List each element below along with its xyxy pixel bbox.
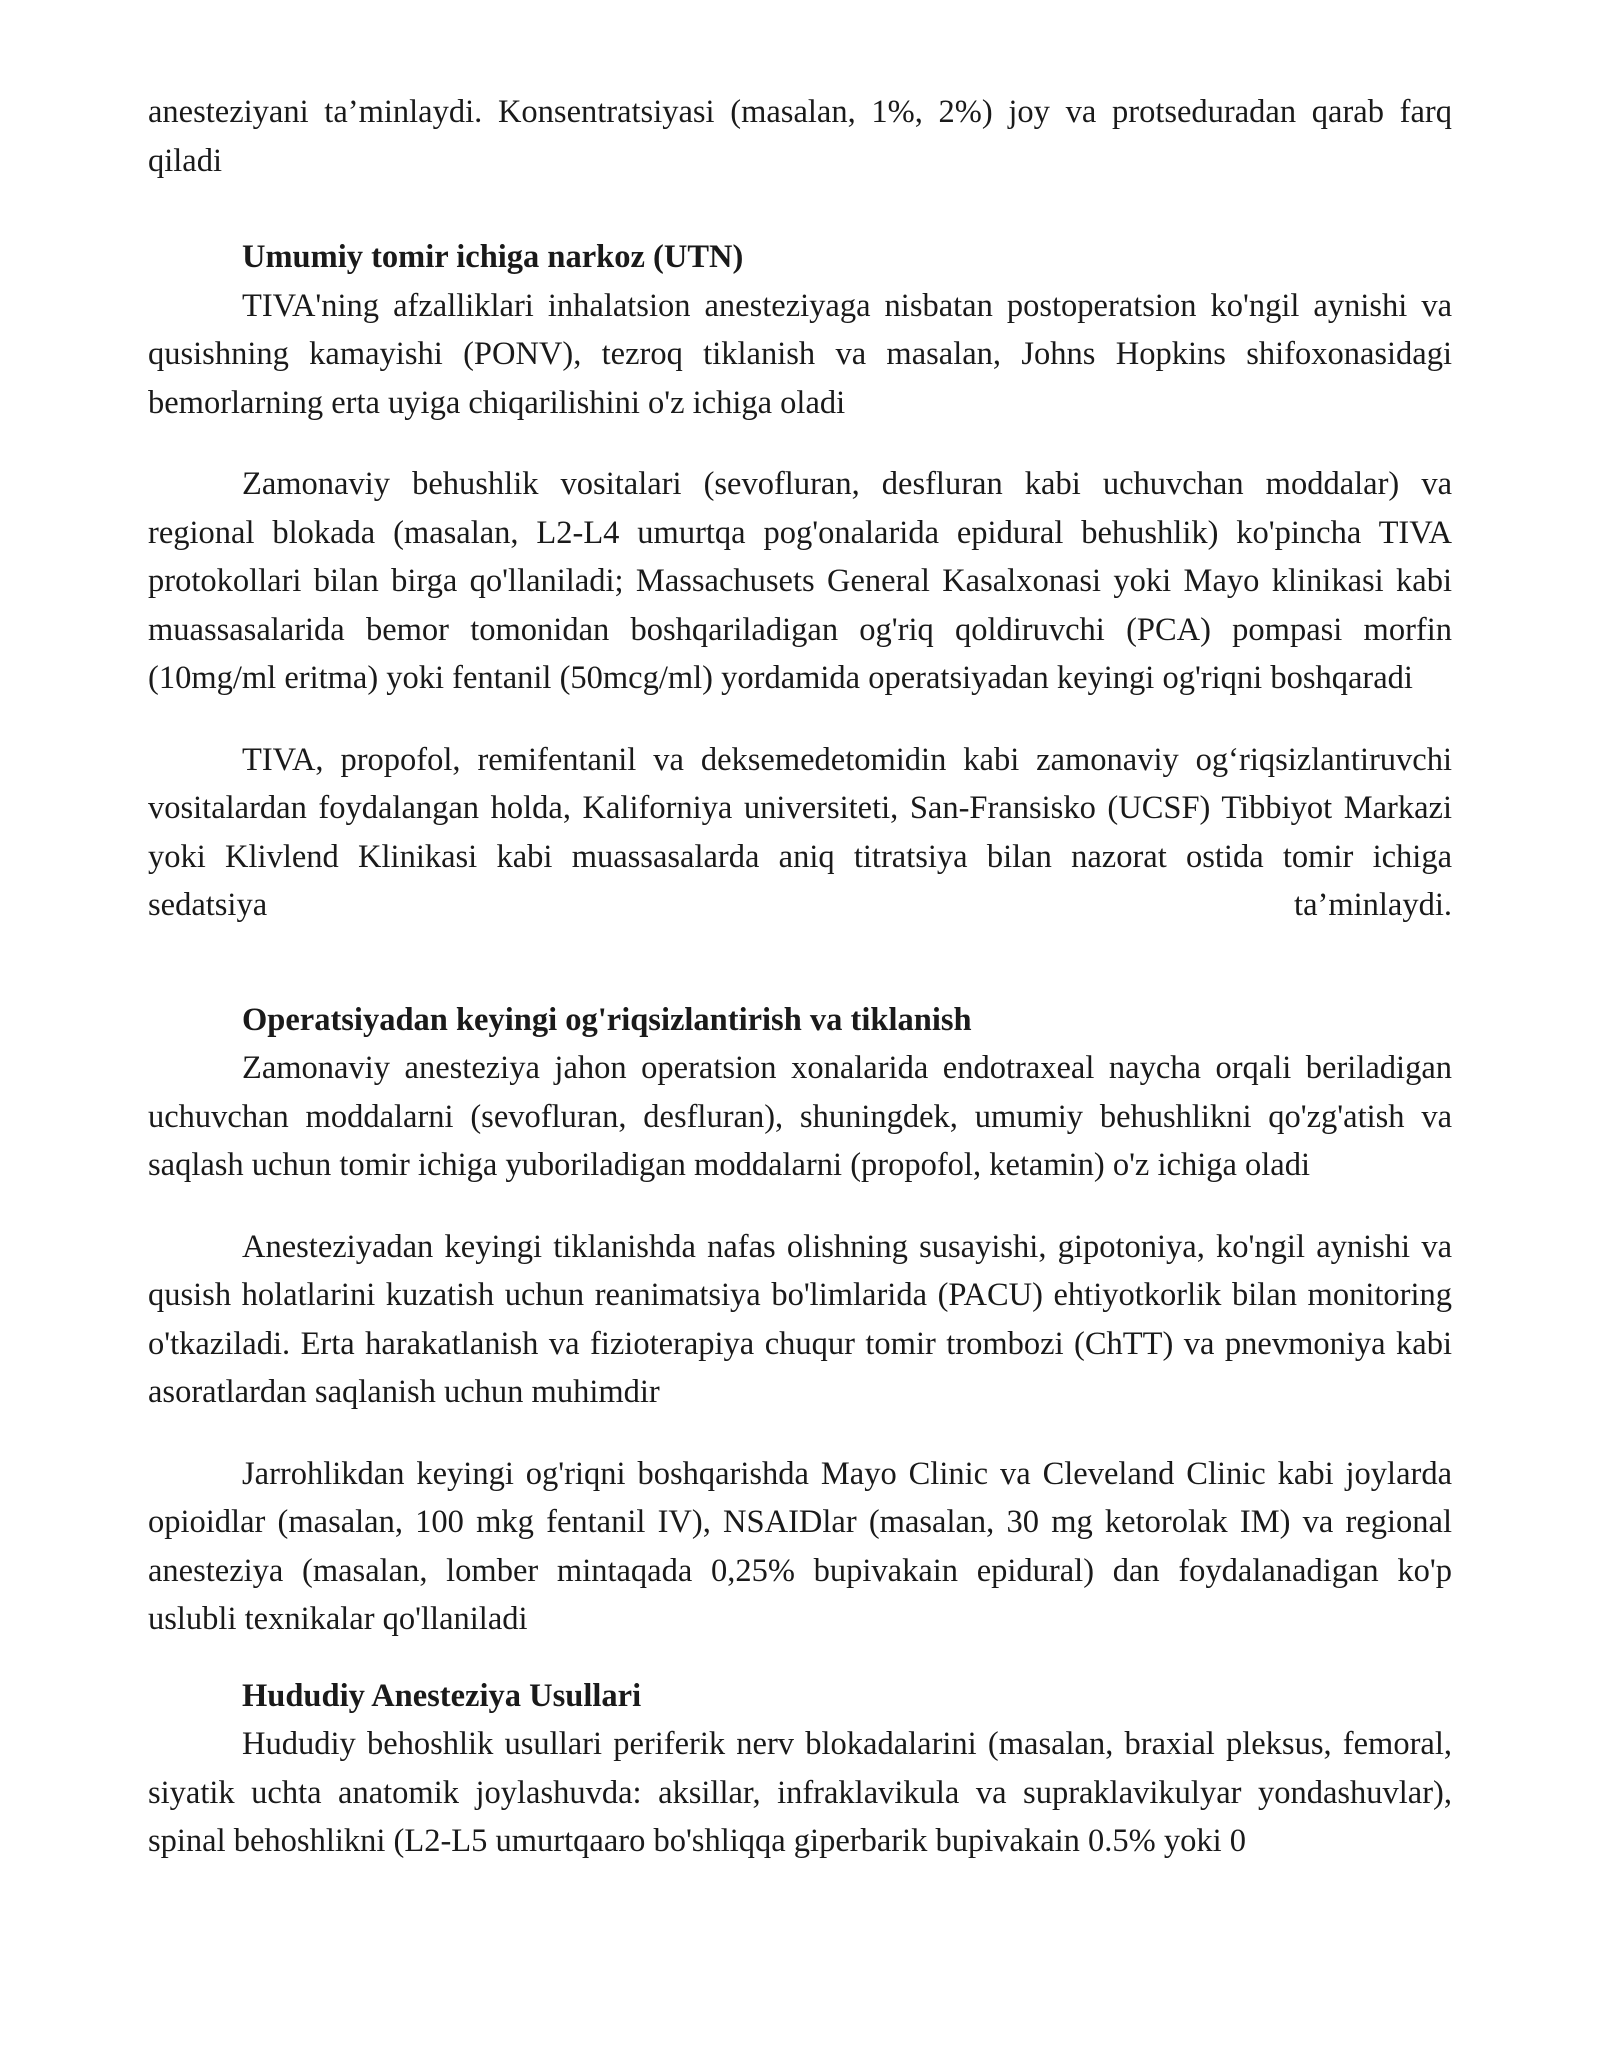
paragraph-continuation: anesteziyani ta’minlaydi. Konsentratsiyasi (masalan, 1%, 2%) joy va protseduradan qarab farq qiladi [148, 94, 1452, 179]
paragraph-pain-management: Jarrohlikdan keyingi og'riqni boshqarishda Mayo Clinic va Cleveland Clinic kabi joylarda opioidlar (masalan, 100 mkg fentanil IV), NSAIDlar (masalan, 30 mg ketorolak IM) va regional anesteziya (masalan, lomber mintaqada 0,25% bupivakain epidural) dan foydalanadigan ko'p uslubli texnikalar qo'llaniladi [148, 1455, 1452, 1637]
spacer [148, 1190, 1452, 1223]
section-heading-regional: Hududiy Anesteziya Usullari [242, 1677, 642, 1714]
section-heading-postop: Operatsiyadan keyingi og'riqsizlantirish va tiklanish [242, 1001, 972, 1038]
paragraph-recovery-monitoring: Anesteziyadan keyingi tiklanishda nafas olishning susayishi, gipotoniya, ko'ngil aynishi va qusish holatlarini kuzatish uchun reanimatsiya bo'limlarida (PACU) ehtiyotkorlik bilan monitoring o'tkaziladi. Erta harakatlanish va fizioterapiya chuqur tomir trombozi (ChTT) va pnevmoniya kabi asoratlardan saqlanish uchun muhimdir [148, 1228, 1452, 1410]
spacer [148, 1644, 1452, 1672]
spacer [148, 1417, 1452, 1450]
paragraph-modern-anesthesia: Zamonaviy anesteziya jahon operatsion xonalarida endotraxeal naycha orqali beriladigan uchuvchan moddalarni (sevofluran, desfluran), shuningdek, umumiy behushlikni qo'zg'atish va saqlash uchun tomir ichiga yuboriladigan moddalarni (propofol, ketamin) o'z ichiga oladi [148, 1050, 1452, 1183]
section-heading-utn: Umumiy tomir ichiga narkoz (UTN) [242, 239, 744, 275]
paragraph-modern-agents: Zamonaviy behushlik vositalari (sevofluran, desfluran kabi uchuvchan moddalar) va regional blokada (masalan, L2-L4 umurtqa pog'onalarida epidural behushlik) ko'pincha TIVA protokollari bilan birga qo'llaniladi; Massachusets General Kasalxonasi yoki Mayo klinikasi kabi muassasalarida bemor tomonidan boshqariladigan og'riq qoldiruvchi (PCA) pompasi morfin (10mg/ml eritma) yoki fentanil (50mcg/ml) yordamida operatsiyadan keyingi og'riqni boshqaradi [148, 466, 1452, 696]
spacer [148, 930, 1452, 996]
spacer [148, 427, 1452, 460]
paragraph-tiva-sedation: TIVA, propofol, remifentanil va deksemedetomidin kabi zamonaviy og‘riqsizlantiruvchi vositalardan foydalangan holda, Kaliforniya universiteti, San-Fransisko (UCSF) Tibbiyot Markazi yoki Klivlend Klinikasi kabi muassasalarda aniq titratsiya bilan nazorat ostida tomir ichiga sedatsiya ta’minlaydi. [148, 741, 1452, 923]
spacer [148, 703, 1452, 736]
document-page [148, 88, 1452, 1866]
paragraph-tiva-advantages: TIVA'ning afzalliklari inhalatsion anesteziyaga nisbatan postoperatsion ko'ngil aynishi va qusishning kamayishi (PONV), tezroq tiklanish va masalan, Johns Hopkins shifoxonasidagi bemorlarning erta uyiga chiqarilishini o'z ichiga oladi [148, 287, 1452, 421]
spacer [148, 185, 1452, 233]
paragraph-regional-methods: Hududiy behoshlik usullari periferik nerv blokadalarini (masalan, braxial pleksus, femoral, siyatik uchta anatomik joylashuvda: aksillar, infraklavikula va supraklavikulyar yondashuvlar), spinal behoshlikni (L2-L5 umurtqaaro bo'shliqqa giperbarik bupivakain 0.5% yoki 0 [148, 1726, 1452, 1859]
